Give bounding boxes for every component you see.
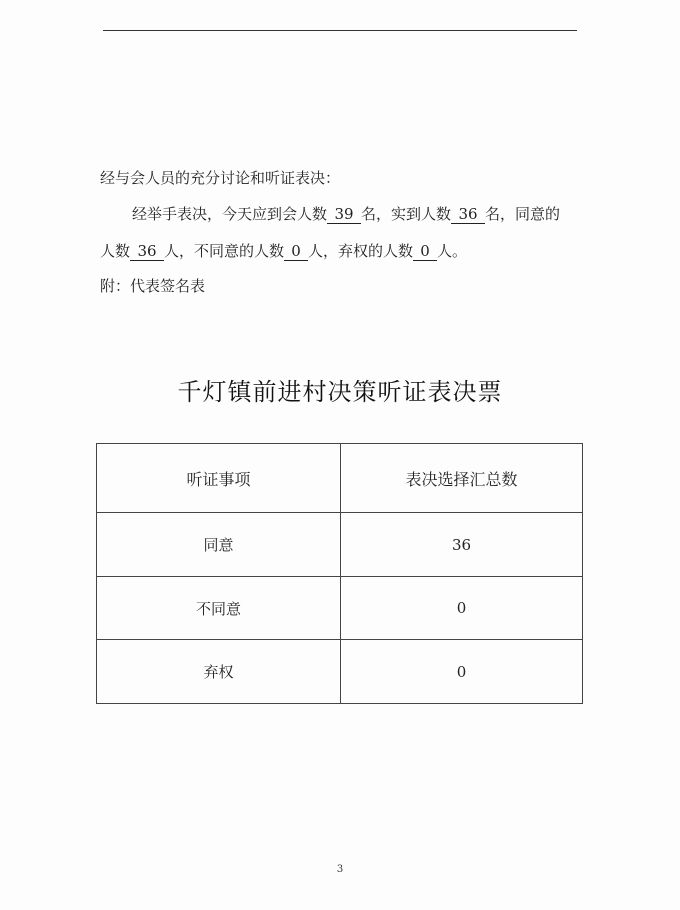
- vote-text: 经举手表决，今天应到会人数: [132, 205, 328, 223]
- table-row: [97, 640, 583, 704]
- header-cell: 表决选择汇总数: [341, 444, 583, 513]
- vote-text: 人，弃权的人数: [308, 242, 414, 260]
- vote-summary-line-2: [100, 241, 590, 261]
- table-row: [97, 576, 583, 640]
- item-cell: 同意: [97, 513, 341, 577]
- disagree-count: 0: [284, 243, 308, 261]
- vote-summary-line-1: [132, 204, 622, 224]
- count-cell: 36: [341, 513, 583, 577]
- abstain-count: 0: [413, 243, 437, 261]
- count-cell: 0: [341, 576, 583, 640]
- page-number: 3: [336, 864, 344, 875]
- item-cell: 不同意: [97, 576, 341, 640]
- attachment-text: 附：代表签名表: [100, 277, 206, 295]
- intro-text: 经与会人员的充分讨论和听证表决：: [100, 169, 341, 187]
- agree-count: 36: [130, 243, 164, 261]
- expected-count: 39: [327, 206, 361, 224]
- vote-text: 人数: [100, 242, 131, 260]
- vote-text: 人，不同意的人数: [164, 242, 285, 260]
- vote-text: 名，实到人数: [361, 205, 452, 223]
- table-row: [97, 513, 583, 577]
- intro-line: [100, 168, 590, 188]
- attachment-note: [100, 276, 590, 296]
- vote-text: 人。: [437, 242, 468, 260]
- item-cell: 弃权: [97, 640, 341, 704]
- header-rule: [103, 30, 577, 31]
- vote-text: 名，同意的: [485, 205, 561, 223]
- attended-count: 36: [451, 206, 485, 224]
- count-cell: 0: [341, 640, 583, 704]
- ballot-title: 千灯镇前进村决策听证表决票: [177, 378, 503, 406]
- header-cell: 听证事项: [97, 444, 341, 513]
- table-header-row: [97, 444, 583, 513]
- ballot-table: [96, 443, 583, 704]
